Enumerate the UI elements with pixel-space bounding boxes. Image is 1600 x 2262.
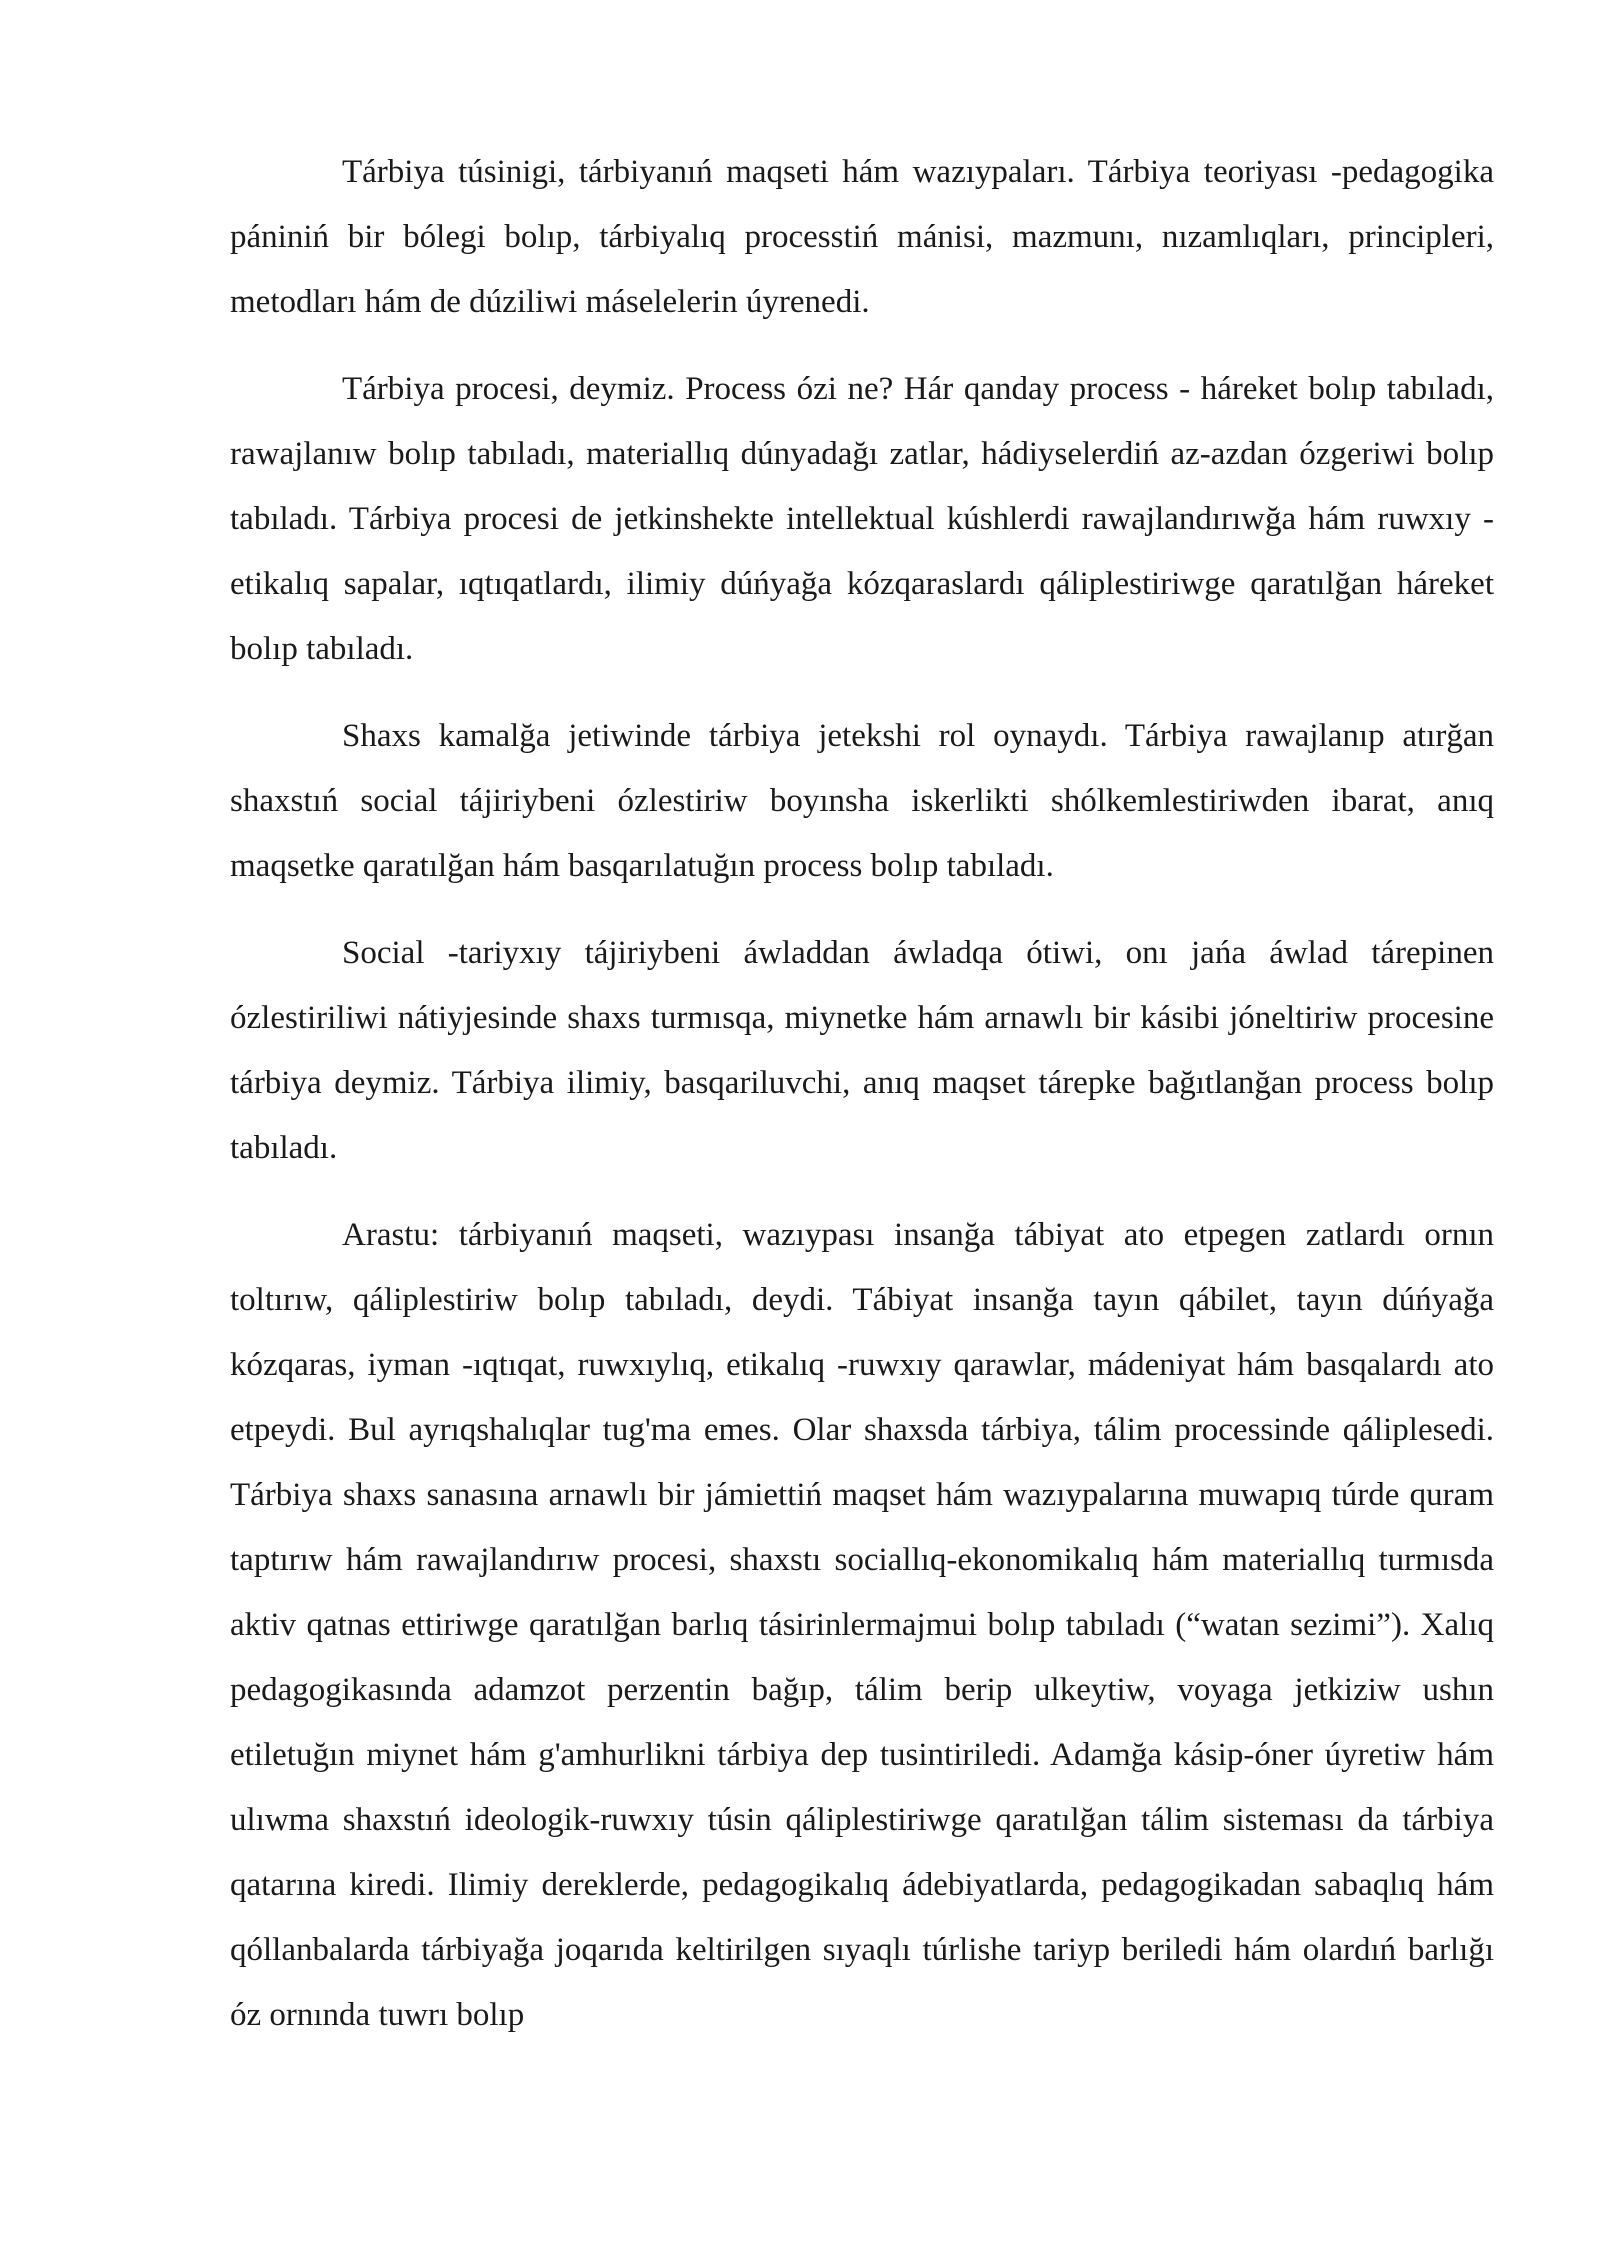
document-body (230, 140, 1494, 2070)
paragraph-4: Social -tariyxıy tájiriybeni áwladdan áwladqa ótiwi, onı jańa áwlad tárepinen ózlestiriliwi nátiyjesinde shaxs turmısqa, miynetke hám arnawlı bir kásibi jóneltiriw procesine tárbiya deymiz. Tárbiya ilimiy, basqariluvchi, anıq maqset tárepke bağıtlanğan process bolıp tabıladı. (230, 935, 1494, 1166)
paragraph-5: Arastu: tárbiyanıń maqseti, wazıypası insanğa tábiyat ato etpegen zatlardı ornın toltırıw, qáliplestiriw bolıp tabıladı, deydi. Tábiyat insanğa tayın qábilet, tayın dúńyağa kózqaras, iyman -ıqtıqat, ruwxıylıq, etikalıq -ruwxıy qarawlar, mádeniyat hám basqalardı ato etpeydi. Bul ayrıqshalıqlar tug'ma emes. Olar shaxsda tárbiya, tálim processinde qáliplesedi. Tárbiya shaxs sanasına arnawlı bir jámiettiń maqset hám wazıypalarına muwapıq túrde quram taptırıw hám rawajlandırıw procesi, shaxstı sociallıq-ekonomikalıq hám materiallıq turmısda aktiv qatnas ettiriwge qaratılğan barlıq tásirinlermajmui bolıp tabıladı (“watan sezimi”). Xalıq pedagogikasında adamzot perzentin bağıp, tálim berip ulkeytiw, voyaga jetkiziw ushın etiletuğın miynet hám g'amhurlikni tárbiya dep tusintiriledi. Adamğa kásip-óner úyretiw hám ulıwma shaxstıń ideologik-ruwxıy túsin qáliplestiriwge qaratılğan tálim sisteması da tárbiya qatarına kiredi. Ilimiy dereklerde, pedagogikalıq ádebiyatlarda, pedagogikadan sabaqlıq hám qóllanbalarda tárbiyağa joqarıda keltirilgen sıyaqlı túrlishe tariyp beriledi hám olardıń barlığı óz ornında tuwrı bolıp (230, 1217, 1494, 2033)
paragraph-1: Tárbiya túsinigi, tárbiyanıń maqseti hám wazıypaları. Tárbiya teoriyası -pedagogika pániniń bir bólegi bolıp, tárbiyalıq processtiń mánisi, mazmunı, nızamlıqları, principleri, metodları hám de dúziliwi máselelerin úyrenedi. (230, 154, 1494, 320)
paragraph-3: Shaxs kamalğa jetiwinde tárbiya jetekshi rol oynaydı. Tárbiya rawajlanıp atırğan shaxstıń social tájiriybeni ózlestiriw boyınsha iskerlikti shólkemlestiriwden ibarat, anıq maqsetke qaratılğan hám basqarılatuğın process bolıp tabıladı. (230, 718, 1494, 884)
paragraph-2: Tárbiya procesi, deymiz. Process ózi ne? Hár qanday process - háreket bolıp tabıladı, rawajlanıw bolıp tabıladı, materiallıq dúnyadağı zatlar, hádiyselerdiń az-azdan ózgeriwi bolıp tabıladı. Tárbiya procesi de jetkinshekte intellektual kúshlerdi rawajlandırıwğa hám ruwxıy - etikalıq sapalar, ıqtıqatlardı, ilimiy dúńyağa kózqaraslardı qáliplestiriwge qaratılğan háreket bolıp tabıladı. (230, 371, 1494, 667)
